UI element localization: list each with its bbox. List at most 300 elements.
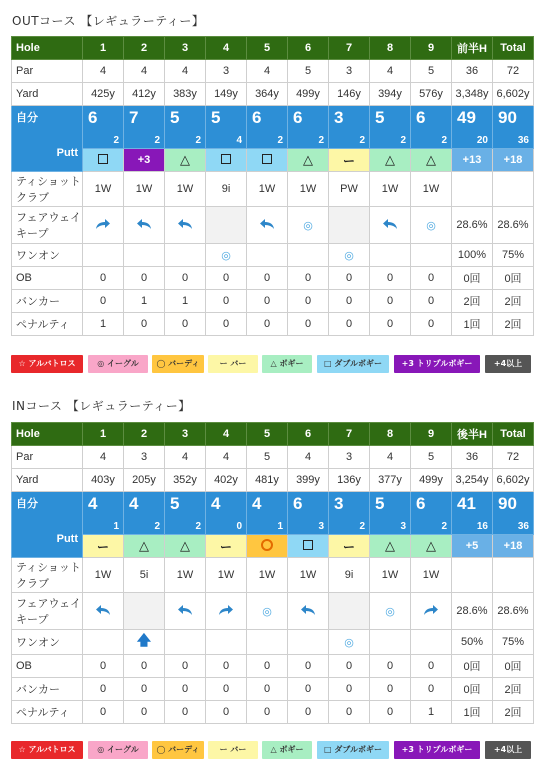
fairway-cell	[370, 593, 411, 630]
putt-count: 2	[400, 135, 406, 146]
tee-club-cell: 1W	[288, 172, 329, 207]
green-in-one-cell	[83, 630, 124, 655]
score-cell	[206, 106, 247, 149]
penalty-cell: 2回	[493, 313, 534, 336]
fairway-cell	[370, 207, 411, 244]
ob-cell: 0	[370, 267, 411, 290]
stroke-count: 6	[252, 108, 262, 127]
yard-cell: 481y	[247, 469, 288, 492]
stroke-count: 6	[416, 108, 426, 127]
green-in-one-cell	[124, 244, 165, 267]
result-mark-cell	[411, 149, 452, 172]
putt-count: 4	[236, 135, 242, 146]
stroke-count: 6	[416, 494, 426, 513]
fairway-rate: 28.6%	[452, 207, 493, 244]
bogey-triangle-icon: △	[180, 538, 190, 553]
penalty-cell: 0	[206, 701, 247, 724]
fairway-row	[12, 207, 534, 244]
miss-left-arrow-icon	[259, 218, 275, 233]
penalty-cell: 0	[247, 313, 288, 336]
green-in-one-rate: 50%	[452, 630, 493, 655]
tee-club-cell: 1W	[411, 558, 452, 593]
ob-cell: 0	[370, 655, 411, 678]
hole-number: 4	[206, 37, 247, 60]
miss-left-arrow-icon	[177, 604, 193, 619]
yard-cell: 149y	[206, 83, 247, 106]
bunker-cell: 2回	[493, 678, 534, 701]
fairway-cell	[124, 207, 165, 244]
penalty-row	[12, 701, 534, 724]
score-cell	[329, 106, 370, 149]
stroke-count: 49	[457, 108, 476, 127]
tee-club-cell: 1W	[83, 172, 124, 207]
penalty-cell: 0	[247, 701, 288, 724]
penalty-cell: 0	[165, 313, 206, 336]
bunker-cell: 0	[247, 678, 288, 701]
hole-number: 2	[124, 423, 165, 446]
par-dash-icon: ー	[342, 539, 355, 554]
green-hit-icon: ◎	[221, 249, 231, 262]
tee-club-cell: 1W	[165, 172, 206, 207]
penalty-cell: 0	[411, 313, 452, 336]
fairway-cell	[411, 207, 452, 244]
penalty-cell: 0	[288, 313, 329, 336]
putt-count: 2	[441, 135, 447, 146]
half-header: 後半H	[452, 423, 493, 446]
penalty-cell: 0	[83, 701, 124, 724]
putt-count: 3	[318, 521, 324, 532]
score-cell	[124, 492, 165, 535]
hole-number: 4	[206, 423, 247, 446]
green-in-one-label: ワンオン	[12, 630, 83, 655]
ob-row	[12, 655, 534, 678]
putt-count: 2	[154, 135, 160, 146]
green-in-one-cell	[411, 630, 452, 655]
hole-number: 1	[83, 37, 124, 60]
score-cell	[329, 492, 370, 535]
over-par-sum: +18	[493, 535, 534, 558]
penalty-cell: 2回	[493, 701, 534, 724]
score-cell	[411, 492, 452, 535]
tee-club-cell: 1W	[370, 558, 411, 593]
legend-item: ー バー	[208, 355, 258, 373]
stroke-count: 5	[170, 494, 180, 513]
bogey-triangle-icon: △	[303, 152, 313, 167]
stroke-count: 6	[293, 494, 303, 513]
stroke-count: 90	[498, 108, 517, 127]
hole-number: 5	[247, 37, 288, 60]
putt-label: Putt	[56, 533, 78, 545]
result-mark-cell	[288, 149, 329, 172]
stroke-count: 5	[211, 108, 221, 127]
tee-club-label: ティショットクラブ	[12, 558, 83, 593]
me-label: 自分	[16, 112, 38, 124]
score-label-cell	[12, 492, 83, 558]
triple-bogey-label: +3	[137, 154, 151, 166]
tee-club-cell	[452, 172, 493, 207]
score-row	[12, 106, 534, 149]
hole-header-row	[12, 37, 534, 60]
me-label: 自分	[16, 498, 38, 510]
fairway-cell	[329, 207, 370, 244]
fairway-rate: 28.6%	[493, 207, 534, 244]
putt-count: 2	[359, 521, 365, 532]
legend-item: ◯ バーディ	[152, 741, 204, 759]
green-in-one-cell	[247, 244, 288, 267]
fairway-cell	[206, 207, 247, 244]
ob-cell: 0	[288, 267, 329, 290]
bunker-label: バンカー	[12, 290, 83, 313]
ob-cell: 0	[165, 267, 206, 290]
score-cell	[247, 492, 288, 535]
fairway-cell	[288, 593, 329, 630]
bunker-cell: 0	[411, 290, 452, 313]
par-cell: 36	[452, 60, 493, 83]
putt-count: 2	[359, 135, 365, 146]
par-cell: 72	[493, 60, 534, 83]
green-in-one-cell	[206, 630, 247, 655]
hole-number: 9	[411, 37, 452, 60]
miss-left-arrow-icon	[300, 604, 316, 619]
par-cell: 4	[206, 446, 247, 469]
yard-cell: 383y	[165, 83, 206, 106]
putt-count: 2	[441, 521, 447, 532]
score-cell	[206, 492, 247, 535]
ob-cell: 0回	[452, 655, 493, 678]
green-in-one-cell	[329, 244, 370, 267]
score-cell	[124, 106, 165, 149]
par-dash-icon: ー	[342, 153, 355, 168]
penalty-cell: 1	[411, 701, 452, 724]
penalty-cell: 0	[124, 313, 165, 336]
over-par-sum: +18	[493, 149, 534, 172]
green-in-one-cell	[370, 630, 411, 655]
ob-cell: 0回	[452, 267, 493, 290]
yard-row	[12, 469, 534, 492]
out-scorecard-table	[11, 36, 534, 336]
legend-item: ◎ イーグル	[88, 355, 148, 373]
result-mark-cell	[247, 535, 288, 558]
score-cell	[288, 106, 329, 149]
bunker-cell: 0	[411, 678, 452, 701]
yard-cell: 425y	[83, 83, 124, 106]
par-cell: 4	[124, 60, 165, 83]
legend-item: +4以上	[485, 741, 531, 759]
score-cell	[83, 106, 124, 149]
total-header: Total	[493, 423, 534, 446]
score-cell	[493, 106, 534, 149]
bogey-triangle-icon: △	[385, 152, 395, 167]
par-row	[12, 60, 534, 83]
stroke-count: 6	[88, 108, 98, 127]
par-cell: 5	[288, 60, 329, 83]
hole-number: 1	[83, 423, 124, 446]
result-mark-cell	[165, 535, 206, 558]
ob-cell: 0	[288, 655, 329, 678]
result-mark-row	[12, 149, 534, 172]
par-cell: 4	[288, 446, 329, 469]
tee-club-cell: 5i	[124, 558, 165, 593]
score-cell	[165, 106, 206, 149]
putt-count: 2	[318, 135, 324, 146]
penalty-cell: 0	[370, 313, 411, 336]
penalty-cell: 0	[165, 701, 206, 724]
bogey-triangle-icon: △	[385, 538, 395, 553]
tee-club-cell: 1W	[247, 172, 288, 207]
penalty-cell: 0	[329, 313, 370, 336]
putt-count: 36	[517, 521, 529, 532]
over-green-arrow-icon: 🡅	[136, 632, 152, 648]
bunker-cell: 0	[288, 290, 329, 313]
bunker-cell: 0	[370, 290, 411, 313]
bunker-cell: 0	[124, 678, 165, 701]
stroke-count: 4	[211, 494, 221, 513]
par-dash-icon: ー	[96, 539, 109, 554]
tee-club-cell: 1W	[83, 558, 124, 593]
putt-label: Putt	[56, 147, 78, 159]
green-in-one-rate: 75%	[493, 244, 534, 267]
tee-club-cell: 1W	[124, 172, 165, 207]
ob-cell: 0	[411, 267, 452, 290]
bogey-triangle-icon: △	[180, 152, 190, 167]
fairway-cell	[165, 593, 206, 630]
green-in-one-label: ワンオン	[12, 244, 83, 267]
result-mark-cell	[411, 535, 452, 558]
bogey-triangle-icon: △	[426, 538, 436, 553]
par-cell: 4	[247, 60, 288, 83]
hole-label: Hole	[12, 423, 83, 446]
green-in-one-cell	[165, 630, 206, 655]
putt-count: 0	[236, 521, 242, 532]
tee-club-cell: 9i	[206, 172, 247, 207]
stroke-count: 5	[170, 108, 180, 127]
yard-cell: 3,348y	[452, 83, 493, 106]
legend-item: ◎ イーグル	[88, 741, 148, 759]
total-header: Total	[493, 37, 534, 60]
fairway-rate: 28.6%	[452, 593, 493, 630]
bunker-cell: 0	[83, 290, 124, 313]
yard-cell: 412y	[124, 83, 165, 106]
result-mark-cell	[370, 535, 411, 558]
fairway-label: フェアウェイキープ	[12, 593, 83, 630]
par-cell: 5	[411, 60, 452, 83]
tee-club-cell: 1W	[165, 558, 206, 593]
tee-club-row	[12, 172, 534, 207]
penalty-cell: 0	[288, 701, 329, 724]
yard-cell: 205y	[124, 469, 165, 492]
fairway-cell	[83, 593, 124, 630]
result-mark-cell	[247, 149, 288, 172]
hole-number: 9	[411, 423, 452, 446]
green-in-one-cell	[288, 630, 329, 655]
fairway-hit-icon: ◎	[303, 219, 313, 232]
bunker-label: バンカー	[12, 678, 83, 701]
tee-club-cell: PW	[329, 172, 370, 207]
penalty-label: ペナルティ	[12, 313, 83, 336]
ob-cell: 0	[83, 655, 124, 678]
fairway-cell	[247, 593, 288, 630]
yard-cell: 364y	[247, 83, 288, 106]
par-cell: 5	[411, 446, 452, 469]
green-in-one-rate: 75%	[493, 630, 534, 655]
bunker-row	[12, 678, 534, 701]
penalty-row	[12, 313, 534, 336]
over-par-sum: +5	[452, 535, 493, 558]
bunker-cell: 0	[83, 678, 124, 701]
penalty-cell: 1回	[452, 313, 493, 336]
fairway-cell	[288, 207, 329, 244]
bunker-cell: 1	[165, 290, 206, 313]
double-bogey-square-icon	[98, 154, 108, 164]
ob-cell: 0	[165, 655, 206, 678]
bunker-cell: 0	[329, 290, 370, 313]
legend-item: ◯ バーディ	[152, 355, 204, 373]
green-in-one-row	[12, 244, 534, 267]
ob-cell: 0	[329, 267, 370, 290]
hole-number: 2	[124, 37, 165, 60]
score-cell	[247, 106, 288, 149]
fairway-row	[12, 593, 534, 630]
legend-item: △ ボギー	[262, 355, 312, 373]
green-in-one-cell	[329, 630, 370, 655]
result-mark-cell	[329, 149, 370, 172]
par-cell: 4	[83, 446, 124, 469]
legend-item: ー バー	[208, 741, 258, 759]
penalty-label: ペナルティ	[12, 701, 83, 724]
tee-club-cell	[493, 172, 534, 207]
score-legend	[11, 355, 531, 373]
penalty-cell: 0	[370, 701, 411, 724]
stroke-count: 3	[334, 494, 344, 513]
fairway-hit-icon: ◎	[426, 219, 436, 232]
double-bogey-square-icon	[262, 154, 272, 164]
score-cell	[370, 492, 411, 535]
ob-cell: 0	[411, 655, 452, 678]
green-hit-icon: ◎	[344, 249, 354, 262]
par-cell: 3	[124, 446, 165, 469]
yard-cell: 394y	[370, 83, 411, 106]
hole-number: 6	[288, 37, 329, 60]
green-in-one-cell	[247, 630, 288, 655]
result-mark-cell	[165, 149, 206, 172]
yard-cell: 6,602y	[493, 469, 534, 492]
result-mark-cell	[329, 535, 370, 558]
penalty-cell: 0	[329, 701, 370, 724]
result-mark-cell	[206, 149, 247, 172]
green-in-one-rate: 100%	[452, 244, 493, 267]
hole-number: 3	[165, 423, 206, 446]
stroke-count: 4	[88, 494, 98, 513]
legend-item: +3 トリプルボギー	[394, 741, 480, 759]
bunker-cell: 2回	[452, 290, 493, 313]
ob-cell: 0回	[493, 655, 534, 678]
stroke-count: 90	[498, 494, 517, 513]
tee-club-cell: 1W	[370, 172, 411, 207]
green-in-one-row	[12, 630, 534, 655]
fairway-cell	[411, 593, 452, 630]
yard-cell: 402y	[206, 469, 247, 492]
par-cell: 3	[329, 60, 370, 83]
tee-club-row	[12, 558, 534, 593]
ob-cell: 0	[329, 655, 370, 678]
yard-cell: 399y	[288, 469, 329, 492]
putt-count: 1	[113, 521, 119, 532]
putt-count: 2	[154, 521, 160, 532]
yard-cell: 403y	[83, 469, 124, 492]
score-cell	[452, 106, 493, 149]
yard-cell: 377y	[370, 469, 411, 492]
miss-left-arrow-icon	[177, 218, 193, 233]
out-course-title: OUTコース 【レギュラーティー】	[12, 14, 205, 28]
yard-cell: 6,602y	[493, 83, 534, 106]
legend-item: +4以上	[485, 355, 531, 373]
fairway-cell	[165, 207, 206, 244]
legend-item: +3 トリプルボギー	[394, 355, 480, 373]
ob-cell: 0	[83, 267, 124, 290]
hole-number: 3	[165, 37, 206, 60]
ob-label: OB	[12, 655, 83, 678]
score-cell	[452, 492, 493, 535]
yard-cell: 3,254y	[452, 469, 493, 492]
result-mark-cell	[370, 149, 411, 172]
ob-label: OB	[12, 267, 83, 290]
penalty-cell: 0	[206, 313, 247, 336]
bunker-cell: 0	[288, 678, 329, 701]
in-scorecard-table	[11, 422, 534, 724]
par-label: Par	[12, 446, 83, 469]
over-par-sum: +13	[452, 149, 493, 172]
miss-right-arrow-icon	[218, 604, 234, 619]
par-dash-icon: ー	[219, 539, 232, 554]
double-bogey-square-icon	[303, 540, 313, 550]
miss-right-arrow-icon	[95, 218, 111, 233]
bunker-cell: 0	[165, 678, 206, 701]
par-cell: 4	[165, 60, 206, 83]
score-label-cell	[12, 106, 83, 172]
par-cell: 3	[206, 60, 247, 83]
ob-cell: 0	[206, 655, 247, 678]
bunker-cell: 0	[329, 678, 370, 701]
score-row	[12, 492, 534, 535]
green-in-one-cell	[411, 244, 452, 267]
putt-count: 16	[476, 521, 488, 532]
par-cell: 4	[83, 60, 124, 83]
par-cell: 4	[370, 446, 411, 469]
legend-item: ☆ アルバトロス	[11, 355, 83, 373]
stroke-count: 3	[334, 108, 344, 127]
yard-cell: 499y	[288, 83, 329, 106]
ob-cell: 0	[247, 267, 288, 290]
hole-number: 5	[247, 423, 288, 446]
score-cell	[493, 492, 534, 535]
score-cell	[288, 492, 329, 535]
par-cell: 4	[370, 60, 411, 83]
hole-header-row	[12, 423, 534, 446]
green-in-one-cell	[124, 630, 165, 655]
yard-cell: 136y	[329, 469, 370, 492]
bunker-cell: 0回	[452, 678, 493, 701]
putt-count: 2	[195, 135, 201, 146]
hole-number: 7	[329, 37, 370, 60]
yard-row	[12, 83, 534, 106]
result-mark-cell	[206, 535, 247, 558]
birdie-circle-icon	[261, 539, 273, 551]
ob-cell: 0回	[493, 267, 534, 290]
miss-left-arrow-icon	[95, 604, 111, 619]
ob-cell: 0	[206, 267, 247, 290]
tee-club-cell: 1W	[206, 558, 247, 593]
stroke-count: 6	[293, 108, 303, 127]
